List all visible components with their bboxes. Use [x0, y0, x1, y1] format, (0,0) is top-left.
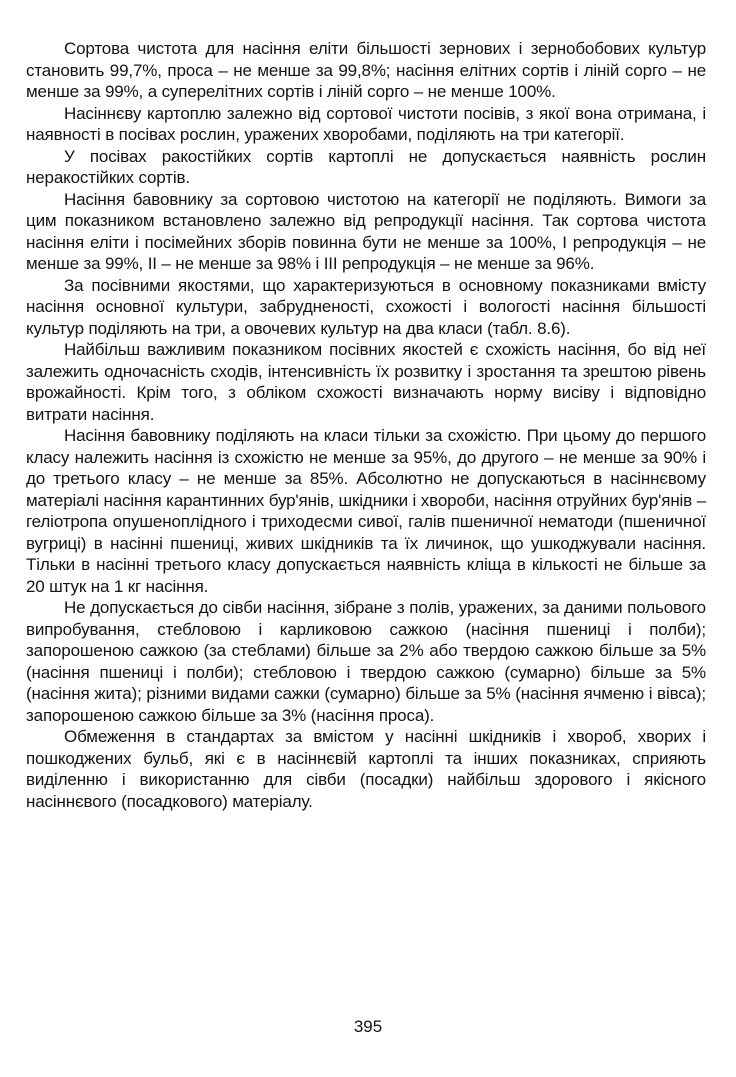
paragraph-5: За посівними якостями, що характеризуються в основному показниками вмісту насіння основної культури, забрудненості, схожості і вологості насіння більшості культур поділяють на три, а овочевих культур на два класи (табл. 8.6).	[26, 275, 706, 338]
paragraph-4: Насіння бавовнику за сортовою чистотою на категорії не поділяють. Вимоги за цим показником встановлено залежно від репродукції насіння. Так сортова чистота насіння еліти і посімейних зборів повинна бути не менше за 100%, І репродукція – не менше за 99%, ІІ – не менше за 98% і ІІІ репродукція – не менше за 96%.	[26, 189, 706, 273]
page-number: 395	[353, 1017, 383, 1036]
paragraph-7: Насіння бавовнику поділяють на класи тільки за схожістю. При цьому до першого класу належить насіння із схожістю не менше за 95%, до другого – не менше за 90% і до третього класу – не менше за 85%. Абсолютно не допускаються в насіннєвому матеріалі насіння карантинних бур'янів, шкідники і хвороби, насіння отруйних бур'янів – геліотропа опушеноплідного і триходесми сивої, галів пшеничної нематоди (пшеничної вугриці) в насінні пшениці, живих шкідників та їх личинок, що ушкоджували насіння. Тільки в насінні третього класу допускається наявність кліща в кількості не більше за 20 штук на 1 кг насіння.	[26, 426, 706, 596]
paragraph-9: Обмеження в стандартах за вмістом у насінні шкідників і хвороб, хворих і пошкоджених бульб, які є в насіннєвій картоплі та інших показниках, сприяють виділенню і використанню для сівби (посадки) найбільш здорового і якісного насіннєвого (посадкового) матеріалу.	[26, 727, 706, 811]
paragraph-8: Не допускається до сівби насіння, зібране з полів, уражених, за даними польового випробування, стебловою і карликовою сажкою (насіння пшениці і полби); запорошеною сажкою (за стеблами) більше за 2% або твердою сажкою більше за 5% (насіння пшениці і полби); стебловою і твердою сажкою (сумарно) більше за 5% (насіння жита); різними видами сажки (сумарно) більше за 5% (насіння ячменю і вівса); запорошеною сажкою більше за 3% (насіння проса).	[26, 598, 706, 725]
paragraph-1: Сортова чистота для насіння еліти більшості зернових і зернобобових культур становить 99,7%, проса – не менше за 99,8%; насіння елітних сортів і ліній сорго – не менше за 99%, а суперелітних сортів і ліній сорго – не менше 100%.	[26, 39, 706, 101]
paragraph-3: У посівах ракостійких сортів картоплі не допускається наявність рослин неракостійких сортів.	[26, 146, 706, 187]
paragraph-2: Насіннєву картоплю залежно від сортової чистоти посівів, з якої вона отримана, і наявності в посівах рослин, уражених хворобами, поділяють на три категорії.	[26, 103, 706, 144]
paragraph-6: Найбільш важливим показником посівних якостей є схожість насіння, бо від неї залежить одночасність сходів, інтенсивність їх розвитку і зростання та зрештою рівень врожайності. Крім того, з обліком схожості визначають норму висіву і відповідно витрати насіння.	[26, 340, 706, 424]
page-body	[26, 38, 706, 812]
